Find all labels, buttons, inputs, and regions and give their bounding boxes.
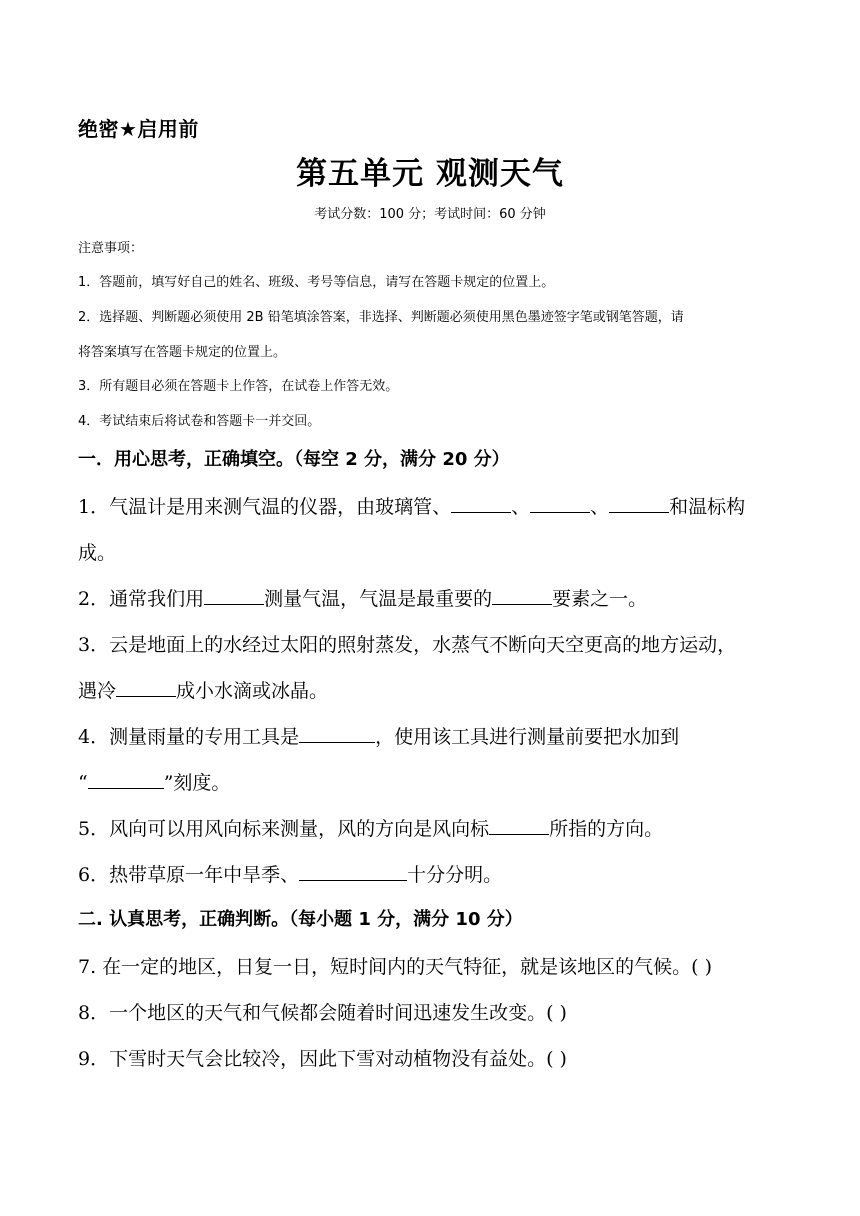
- question-text: 4．测量雨量的专用工具是: [78, 726, 300, 748]
- question-text: 测量气温，气温是最重要的: [264, 588, 493, 610]
- question-9: 9．下雪时天气会比较冷，因此下雪对动植物没有益处。( ): [78, 1048, 567, 1070]
- answer-blank[interactable]: [530, 494, 590, 513]
- question-1-continued: 成。: [78, 542, 117, 564]
- notice-heading: 注意事项：: [78, 241, 144, 256]
- question-8: 8．一个地区的天气和气候都会随着时间迅速发生改变。( ): [78, 1002, 567, 1024]
- question-text: 6．热带草原一年中旱季、: [78, 864, 300, 886]
- section-heading-true-false: 二. 认真思考，正确判断。（每小题 1 分，满分 10 分）: [78, 909, 523, 930]
- question-7: 7. 在一定的地区，日复一日，短时间内的天气特征，就是该地区的气候。( ): [78, 956, 713, 978]
- question-1: [78, 492, 745, 519]
- question-text: 1．气温计是用来测气温的仪器，由玻璃管、: [78, 496, 452, 518]
- page-title: 第五单元 观测天气: [296, 156, 564, 192]
- answer-blank[interactable]: [116, 678, 176, 697]
- question-text: ”刻度。: [163, 772, 231, 794]
- answer-blank[interactable]: [492, 586, 552, 605]
- notice-item: 2．选择题、判断题必须使用 2B 铅笔填涂答案，非选择、判断题必须使用黑色墨迹签字笔或钢笔答题，请: [78, 310, 684, 325]
- question-6: [78, 860, 502, 887]
- question-text: ，使用该工具进行测量前要把水加到: [375, 726, 680, 748]
- separator: 、: [590, 496, 610, 518]
- question-text: “: [78, 772, 88, 794]
- question-2: [78, 584, 647, 611]
- answer-blank[interactable]: [88, 770, 164, 789]
- question-4-continued: [78, 768, 230, 795]
- notice-item: 1．答题前，填写好自己的姓名、班级、考号等信息，请写在答题卡规定的位置上。: [78, 275, 555, 290]
- exam-info: 考试分数：100 分；考试时间：60 分钟: [314, 207, 546, 222]
- separator: 、: [511, 496, 531, 518]
- answer-blank[interactable]: [451, 494, 511, 513]
- notice-item: 将答案填写在答题卡规定的位置上。: [78, 345, 287, 360]
- question-text: 2．通常我们用: [78, 588, 205, 610]
- question-text: 成小水滴或冰晶。: [176, 680, 329, 702]
- notice-item: 3．所有题目必须在答题卡上作答，在试卷上作答无效。: [78, 379, 399, 394]
- confidential-label: 绝密★启用前: [78, 117, 199, 141]
- question-3: 3．云是地面上的水经过太阳的照射蒸发，水蒸气不断向天空更高的地方运动，: [78, 634, 737, 656]
- question-3-continued: [78, 676, 328, 703]
- question-text: 要素之一。: [552, 588, 648, 610]
- question-text: 5．风向可以用风向标来测量，风的方向是风向标: [78, 818, 490, 840]
- question-4: [78, 722, 679, 749]
- question-text: 和温标构: [669, 496, 746, 518]
- answer-blank[interactable]: [489, 816, 549, 835]
- answer-blank[interactable]: [204, 586, 264, 605]
- answer-blank[interactable]: [299, 862, 407, 881]
- answer-blank[interactable]: [299, 724, 375, 743]
- answer-blank[interactable]: [609, 494, 669, 513]
- notice-item: 4．考试结束后将试卷和答题卡一并交回。: [78, 414, 321, 429]
- question-text: 遇冷: [78, 680, 117, 702]
- question-text: 所指的方向。: [549, 818, 664, 840]
- question-5: [78, 814, 663, 841]
- section-heading-fill-in: 一．用心思考，正确填空。（每空 2 分，满分 20 分）: [78, 449, 510, 470]
- question-text: 十分分明。: [407, 864, 503, 886]
